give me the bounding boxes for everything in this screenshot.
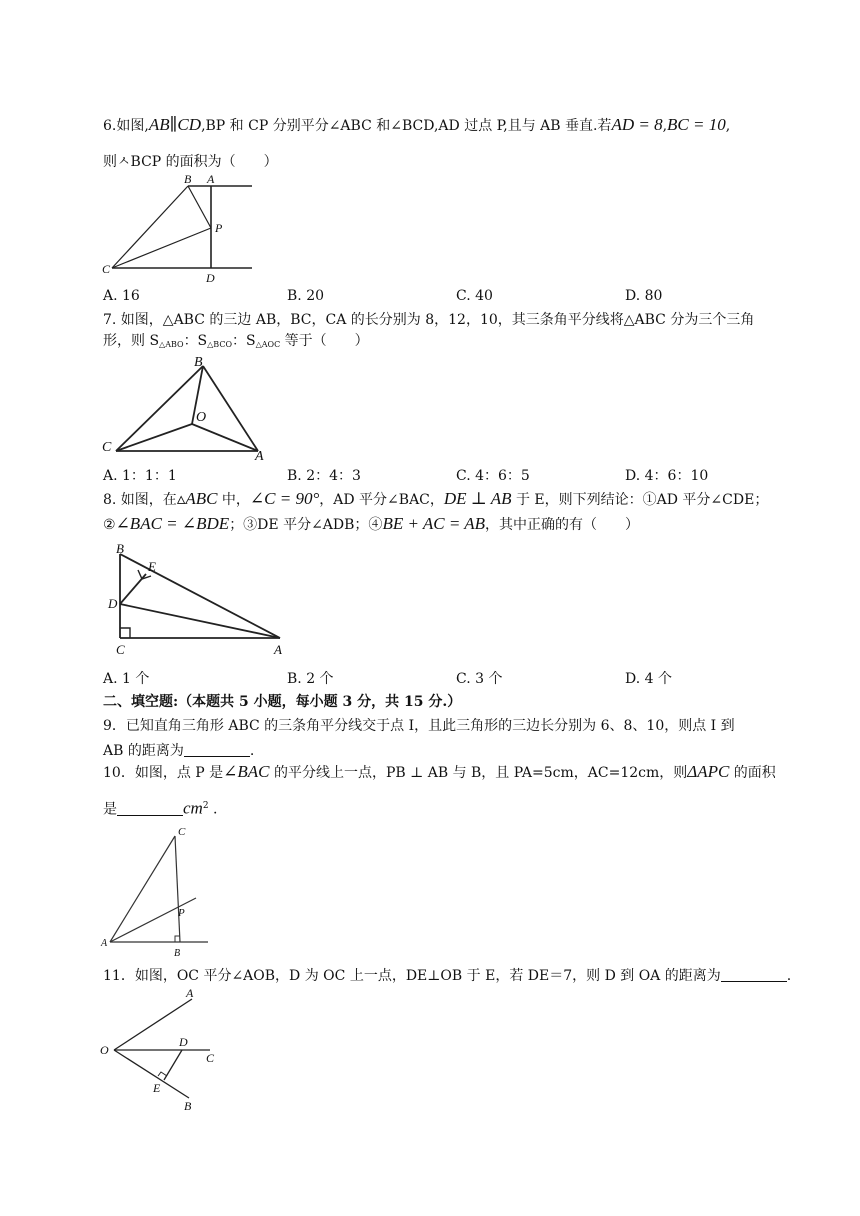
q6-option-c: C. 40 [456,288,493,304]
q7-option-c: C. 4：6：5 [456,468,530,484]
q6-math-bc: BC = 10 [667,115,726,134]
q7-label-o: O [196,410,207,425]
q8-math-triangle: ▵ABC [176,489,218,508]
q6-figure [100,172,260,285]
q8-text: ，AD 平分∠BAC， [319,492,444,508]
q8-text: 于 E，则下列结论：①AD 平分∠CDE； [511,492,769,508]
q6-math-ad: AD = 8 [611,115,663,134]
q10-label-p: P [178,907,185,919]
q11-label-o: O [100,1043,109,1057]
q6-line1 [103,115,730,136]
q8-option-b: B. 2 个 [287,671,334,687]
q8-math-sum: BE + AC = AB [382,514,486,533]
q8-text: 8. 如图，在 [103,492,177,508]
q8-label-a: A [274,642,282,657]
q10-answer-blank[interactable] [117,801,183,816]
q7-line1: 7. 如图，△ABC 的三边 AB，BC，CA 的长分别为 8，12，10，其三条角平分线将△ABC 分为三个三角 [103,312,755,328]
q11-label-c: C [206,1051,215,1065]
q10-text: . [208,801,218,818]
q11-label-a: A [186,986,194,1000]
q6-sep2: , [725,118,731,134]
q7-label-b: B [194,355,203,370]
q6-text: 6.如图, [103,118,149,134]
q8-math-angle-c: ∠C = 90° [249,489,320,508]
q8-text: 中， [217,492,250,508]
q6-option-d: D. 80 [625,288,663,304]
q10-line1 [103,762,776,783]
q6-label-a: A [207,172,215,186]
q8-option-c: C. 3 个 [456,671,503,687]
q10-line2 [103,796,217,820]
q7-sep: ：S [183,333,208,349]
q6-label-d: D [206,271,215,285]
q8-text: ② [103,517,116,533]
q8-line1 [103,489,768,510]
q6-label-b: B [184,172,192,186]
q11-label-d: D [179,1035,188,1049]
q9-text: . [249,743,255,759]
q9-line2 [103,741,254,761]
q10-math-angle: ∠BAC [223,762,270,781]
q10-unit-sup: 2 [202,801,209,811]
q7-figure [100,354,280,462]
q8-label-c: C [116,642,125,657]
q10-label-a: A [101,938,108,949]
q9-answer-blank[interactable] [184,742,250,757]
q6-option-a: A. 16 [103,288,140,304]
q8-option-a: A. 1 个 [103,671,150,687]
q7-sub-abo: △ABO [159,340,184,349]
q10-label-b: B [174,948,181,959]
q8-label-b: B [116,541,124,556]
q10-label-c: C [178,826,186,838]
q11-figure [98,986,228,1114]
q7-sep: ：S [232,333,256,349]
q11-answer-blank[interactable] [721,967,787,982]
section2-heading: 二、填空题:（本题共 5 小题，每小题 3 分，共 15 分.） [103,694,462,710]
q6-option-b: B. 20 [287,288,325,304]
q8-line2 [103,514,639,535]
q8-math-perp: DE ⊥ AB [443,489,512,508]
q7-text: 等于（ ） [280,333,369,349]
q9-line1: 9．已知直角三角形 ABC 的三条角平分线交于点 I，且此三角形的三边长分别为 6、8、10，则点 I 到 [103,718,735,734]
q8-label-e: E [148,559,156,574]
q10-text: 的平分线上一点，PB ⊥ AB 与 B，且 PA=5cm，AC=12cm，则 [269,765,688,781]
q8-text: ；③DE 平分∠ADB；④ [229,517,383,533]
q6-label-c: C [102,262,111,276]
q11-text: . [786,968,792,984]
q8-text: ，其中正确的有（ ） [485,517,640,533]
q7-text: 形，则 S [103,333,160,349]
q6-math-parallel: AB∥CD [148,115,202,134]
q8-label-d: D [108,596,118,611]
q8-math-angles: ∠BAC = ∠BDE [115,514,230,533]
q7-label-c: C [102,440,112,455]
q10-math-triangle: ΔAPC [687,762,730,781]
q10-figure [100,824,220,962]
q11-label-b: B [184,1099,192,1113]
q6-sep: , [662,118,668,134]
q6-text: ,BP 和 CP 分别平分∠ABC 和∠BCD,AD 过点 P,且与 AB 垂直.若 [201,118,612,134]
q6-label-p: P [215,221,223,235]
q6-line2 [103,152,278,172]
q10-unit: cm [183,798,203,818]
q11-line1 [103,966,791,986]
q7-option-d: D. 4：6：10 [625,468,709,484]
q7-sub-bco: △BCO [207,340,233,349]
q10-text: 的面积 [729,765,776,781]
q7-option-a: A. 1：1：1 [103,468,177,484]
q7-sub-aoc: △AOC [255,340,281,349]
q6-question: 则ㅅBCP 的面积为（ ） [103,154,278,170]
q7-label-a: A [255,449,264,464]
q11-text: 11．如图，OC 平分∠AOB，D 为 OC 上一点，DE⊥OB 于 E，若 DE＝7，则 D 到 OA 的距离为 [103,968,721,984]
q10-text: 10．如图，点 P 是 [103,765,224,781]
q11-label-e: E [153,1081,161,1095]
q7-line2 [103,331,369,355]
q8-figure [108,541,298,662]
q7-option-b: B. 2：4：3 [287,468,361,484]
q10-text: 是 [103,801,117,818]
q8-option-d: D. 4 个 [625,671,672,687]
q9-text: AB 的距离为 [103,743,184,759]
